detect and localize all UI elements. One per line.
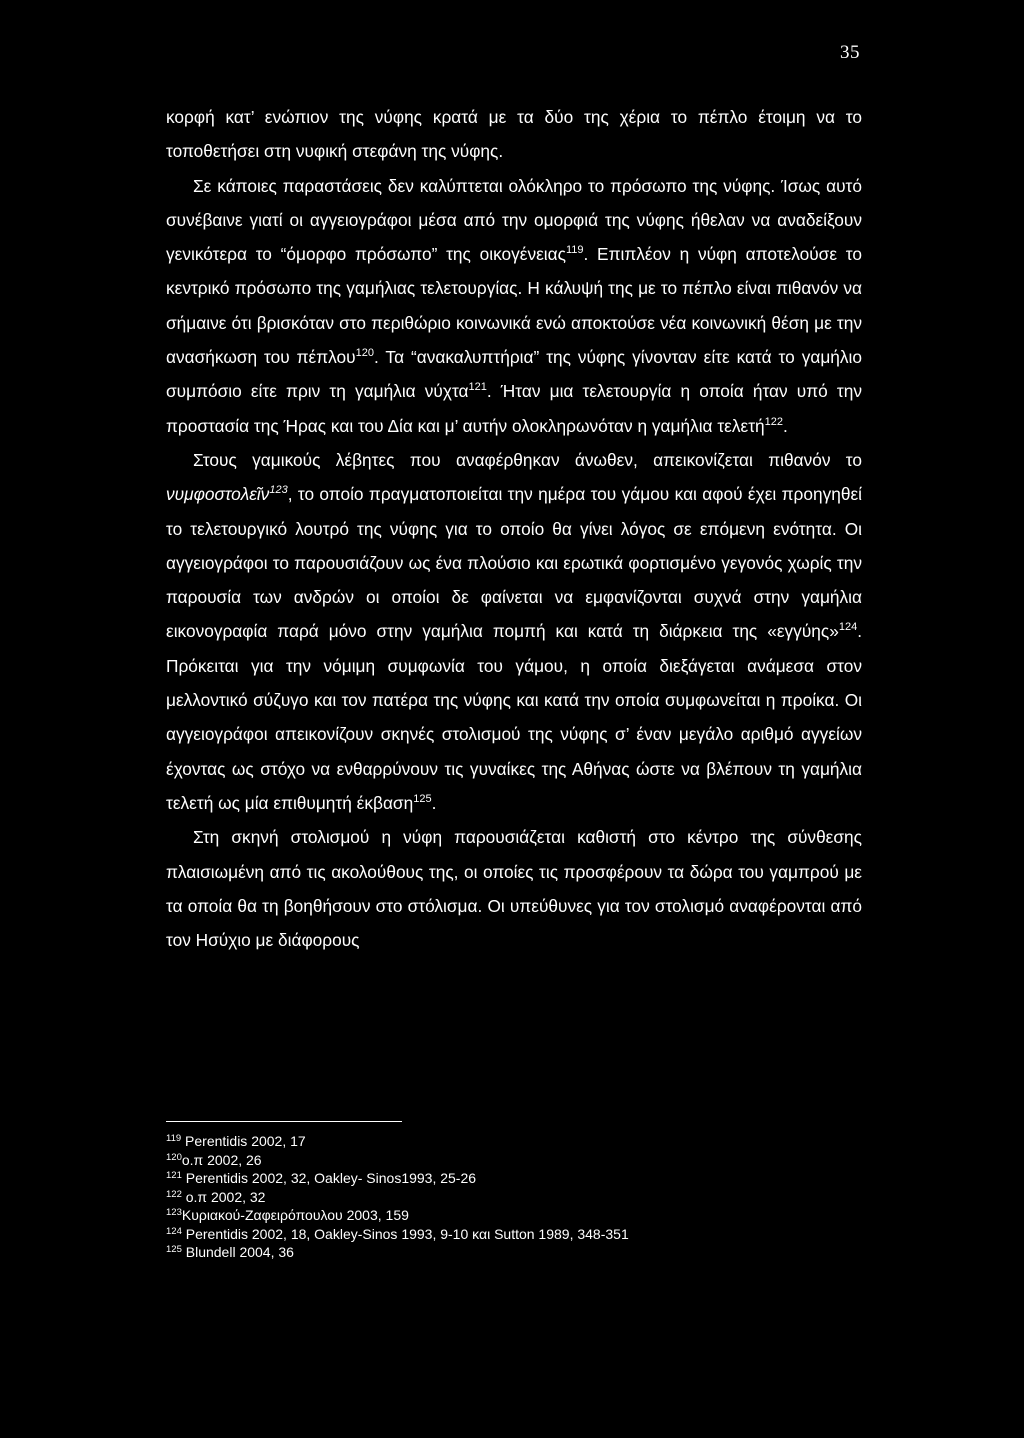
footnote-number: 122 [166,1188,182,1200]
text-run: , το οποίο πραγματοποιείται την ημέρα του γάμου και αφού έχει προηγηθεί το τελετουργικό λουτρό της νύφης για το οποίο θα γίνει λόγος σε επόμενη ενότητα. Οι αγγειογράφοι το παρουσιάζουν ως ένα πλούσιο και ερωτικά φορτισμένο γεγονός χωρίς την παρουσία των ανδρών οι οποίοι δε φαίνεται να εμφανίζονται συχνά στην γαμήλια εικονογραφία παρά μόνο στην γαμήλια πομπή και κατά τη διάρκεια της «εγγύης» [166,484,862,642]
text-run: κορφή κατ’ ενώπιον της νύφης κρατά με τα δύο της χέρια το πέπλο έτοιμη να το τοποθετήσει στη νυφική στεφάνη της νύφης. [166,107,862,162]
paragraph [166,169,862,443]
main-text [166,100,862,957]
text-run: . Ήταν μια τελετουργία η οποία ήταν υπό την προστασία της Ήρας και του Δία και μ’ αυτήν ολοκληρωνόταν η γαμήλια τελετή [166,381,862,436]
text-run: Στους γαμικούς λέβητες που αναφέρθηκαν άνωθεν, απεικονίζεται πιθανόν το [193,449,862,470]
footnote-number: 125 [166,1244,182,1255]
text-run: . Πρόκειται για την νόμιμη συμφωνία του γάμου, η οποία διεξάγεται ανάμεσα στον μελλοντικό σύζυγο και τον πατέρα της νύφης και κατά την οποία συμφωνείται η προίκα. Οι αγγειογράφοι απεικονίζουν σκηνές στολισμού της νύφης σ’ έναν μεγάλο αριθμό αγγείων έχοντας ως στόχο να ενθαρρύνουν τις γυναίκες της Αθήνας ώστε να βλέπουν τη γαμήλια τελετή ως μία επιθυμητή έκβαση [166,621,862,813]
footnote-reference: 120 [355,347,374,360]
text-run: . Επιπλέον η νύφη αποτελούσε το κεντρικό πρόσωπο της γαμήλιας τελετουργίας. Η κάλυψή της με το πέπλο είναι πιθανόν να σήμαινε ότι βρισκόταν στο περιθώριο κοινωνικά ενώ αποκτούσε νέα κοινωνική θέση με την ανασήκωση του πέπλου [166,244,862,368]
footnote-number: 123 [166,1207,182,1218]
footnote [166,1206,866,1225]
footnote-number: 119 [166,1133,182,1144]
footnote-number: 120 [166,1151,182,1163]
footnote-text: Perentidis 2002, 32, Oakley- Sinos1993, 25-26 [181,1170,477,1186]
footnote-reference: 123 [269,484,288,497]
footnote-text: ο.π 2002, 32 [181,1188,266,1205]
footnote-reference: 121 [468,381,487,394]
footnotes [166,1132,866,1262]
paragraph [166,820,862,957]
page-number: 35 [840,42,860,63]
footnote-text: Perentidis 2002, 18, Oakley-Sinos 1993, 9-10 και Sutton 1989, 348-351 [181,1225,629,1242]
footnote [166,1151,866,1170]
footnote [166,1243,866,1262]
paragraph [166,100,862,169]
footnote-reference: 125 [413,792,432,805]
italic-term: νυμφοστολεῖν [166,484,270,505]
text-run: . Τα “ανακαλυπτήρια” της νύφης γίνονταν είτε κατά το γαμήλιο συμπόσιο είτε πριν τη γαμήλια νύχτα [166,347,862,402]
text-run: Σε κάποιες παραστάσεις δεν καλύπτεται ολόκληρο το πρόσωπο της νύφης. Ίσως αυτό συνέβαινε γιατί οι αγγειογράφοι μέσα από την ομορφιά της νύφης ήθελαν να αναδείξουν γενικότερα το “όμορφο πρόσωπο” της οικογένειας [166,175,862,265]
footnote-text: Blundell 2004, 36 [181,1244,294,1260]
footnote-text: ο.π 2002, 26 [181,1151,262,1168]
footnote-separator [166,1121,402,1122]
text-run: . [431,792,437,813]
text-run: . [783,415,788,436]
footnote-text: Κυριακού-Ζαφειρόπουλου 2003, 159 [181,1207,409,1223]
footnote-reference: 122 [764,415,784,428]
footnote-reference: 124 [838,621,858,634]
footnote [166,1169,866,1188]
footnote [166,1225,866,1244]
footnote-text: Perentidis 2002, 17 [181,1133,306,1149]
footnote [166,1132,866,1151]
text-run: Στη σκηνή στολισμού η νύφη παρουσιάζεται καθιστή στο κέντρο της σύνθεσης πλαισιωμένη από τις ακολούθους της, οι οποίες τις προσφέρουν τα δώρα του γαμπρού με τα οποία θα τη βοηθήσουν στο στόλισμα. Οι υπεύθυνες για τον στολισμό αναφέρονται από τον Ησύχιο με διάφορους [166,827,862,951]
footnote-reference: 119 [565,244,584,257]
paragraph [166,443,862,820]
footnote [166,1188,866,1207]
footnote-number: 121 [166,1170,182,1181]
footnote-number: 124 [166,1225,182,1237]
